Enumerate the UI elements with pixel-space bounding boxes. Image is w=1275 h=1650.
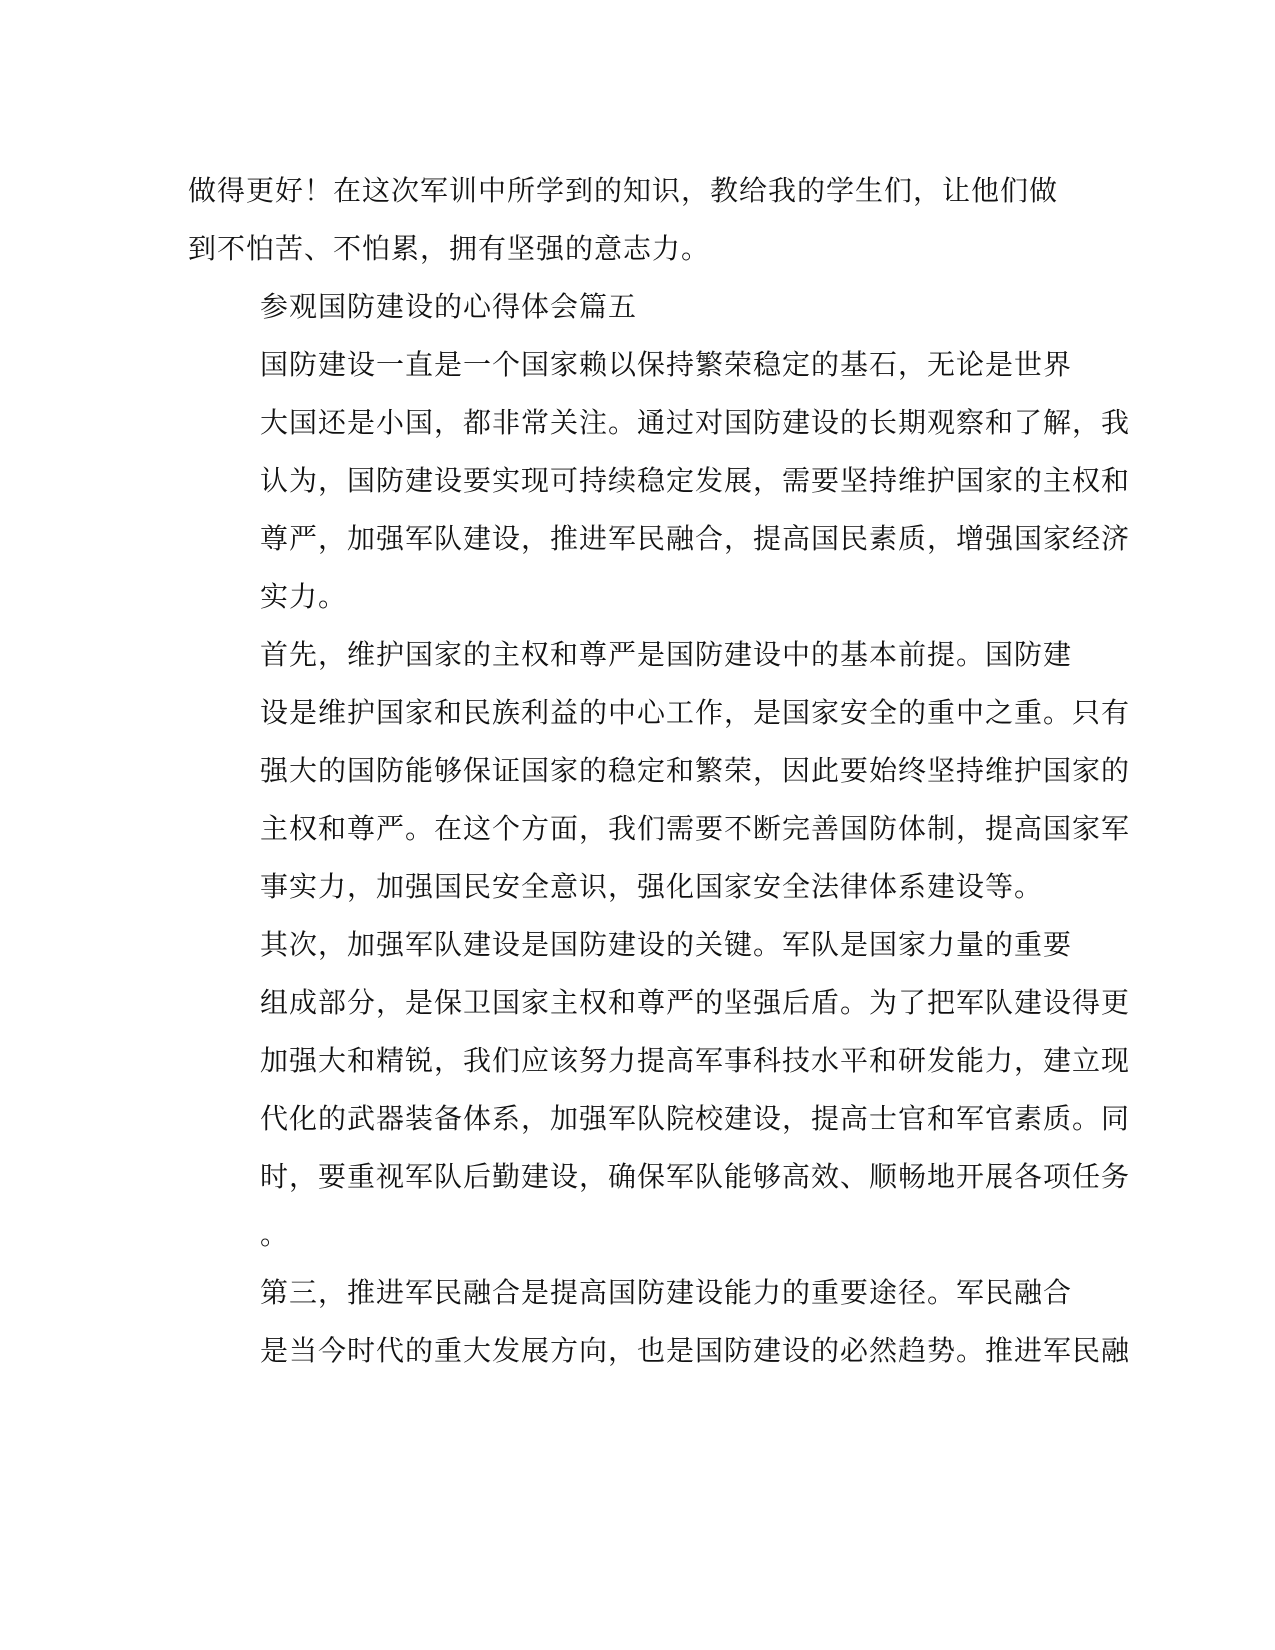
text-line: 设是维护国家和民族利益的中心工作，是国家安全的重中之重。只有 [260,696,1131,729]
heading-text: 参观国防建设的心得体会篇五 [260,290,638,323]
paragraph-intro [188,336,1131,626]
text-line: 事实力，加强国民安全意识，强化国家安全法律体系建设等。 [260,870,1044,903]
text-line: 主权和尊严。在这个方面，我们需要不断完善国防体制，提高国家军 [260,812,1131,845]
text-line: 其次，加强军队建设是国防建设的关键。军队是国家力量的重要 [260,928,1073,961]
document-body [188,162,1131,1380]
paragraph-first [188,626,1131,916]
text-line: 尊严，加强军队建设，推进军民融合，提高国民素质，增强国家经济 [260,522,1131,555]
text-line: 强大的国防能够保证国家的稳定和繁荣，因此要始终坚持维护国家的 [260,754,1131,787]
text-line: 首先，维护国家的主权和尊严是国防建设中的基本前提。国防建 [260,638,1073,671]
text-line: 认为，国防建设要实现可持续稳定发展，需要坚持维护国家的主权和 [260,464,1131,497]
text-line: 代化的武器装备体系，加强军队院校建设，提高士官和军官素质。同 [260,1102,1131,1135]
text-line: 时，要重视军队后勤建设，确保军队能够高效、顺畅地开展各项任务 [260,1160,1131,1193]
text-line: 大国还是小国，都非常关注。通过对国防建设的长期观察和了解，我 [260,406,1131,439]
text-line: 。 [260,1218,290,1251]
text-line: 实力。 [260,580,348,613]
paragraph-continuation [188,162,1088,278]
section-heading [188,278,1088,336]
text-line: 做得更好！在这次军训中所学到的知识，教给我的学生们，让他们做 [188,174,1059,207]
text-line: 到不怕苦、不怕累，拥有坚强的意志力。 [188,232,711,265]
paragraph-second [188,916,1131,1264]
paragraph-third [188,1264,1131,1380]
text-line: 加强大和精锐，我们应该努力提高军事科技水平和研发能力，建立现 [260,1044,1131,1077]
text-line: 组成部分，是保卫国家主权和尊严的坚强后盾。为了把军队建设得更 [260,986,1131,1019]
text-line: 第三，推进军民融合是提高国防建设能力的重要途径。军民融合 [260,1276,1073,1309]
text-line: 是当今时代的重大发展方向，也是国防建设的必然趋势。推进军民融 [260,1334,1131,1367]
text-line: 国防建设一直是一个国家赖以保持繁荣稳定的基石，无论是世界 [260,348,1073,381]
